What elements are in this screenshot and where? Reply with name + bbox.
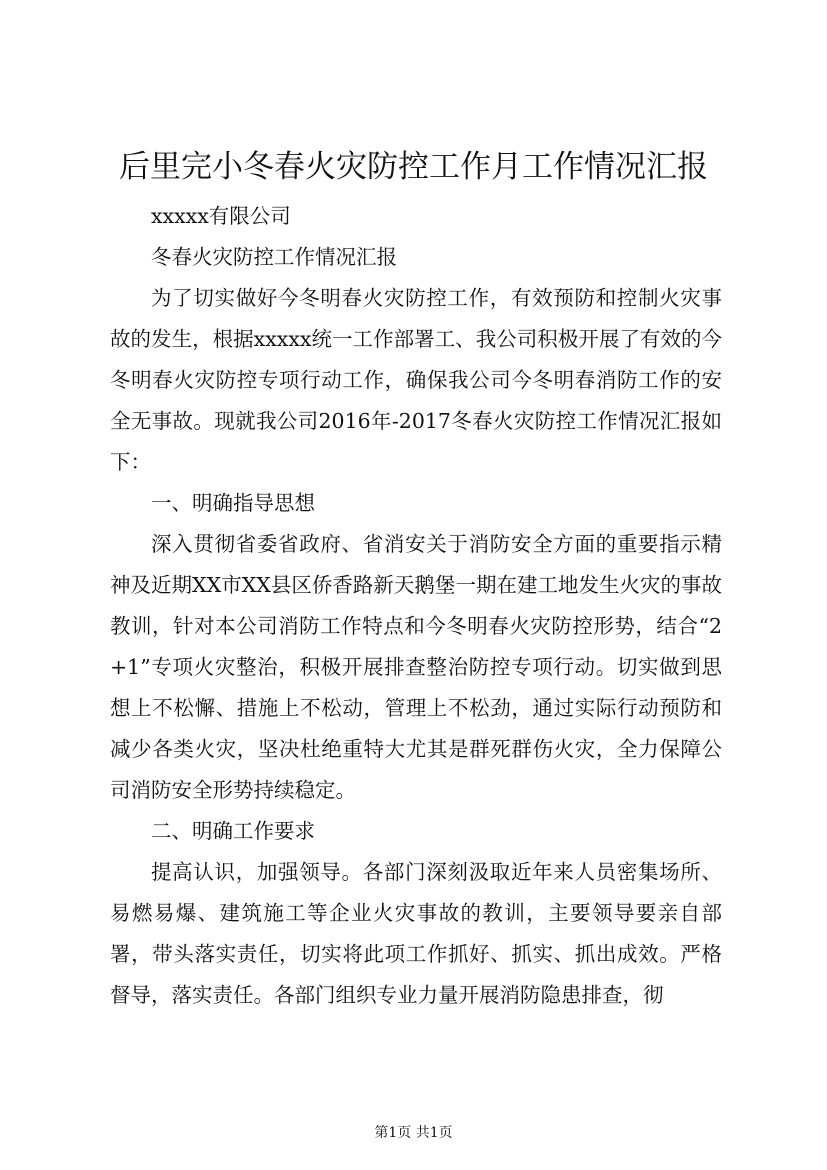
section-heading-2: 二、明确工作要求	[151, 819, 315, 843]
page-footer: 第1页 共1页	[374, 1125, 453, 1141]
section-1-paragraph: 深入贯彻省委省政府、省消安关于消防安全方面的重要指示精神及近期XX市XX县区侨香路新天鹅堡一期在建工地发生火灾的事故教训，针对本公司消防工作特点和今冬明春火灾防控形势，结合“2+1”专项火灾整治，积极开展排查整治防控专项行动。切实做到思想上不松懈、措施上不松动，管理上不松劲，通过实际行动预防和减少各类火灾，坚决杜绝重特大尤其是群死群伤火灾，全力保障公司消防安全形势持续稳定。	[110, 532, 722, 802]
section-heading-1: 一、明确指导思想	[151, 491, 315, 515]
document-body	[110, 196, 722, 1016]
document-title: 后里完小冬春火灾防控工作月工作情况汇报	[119, 149, 708, 185]
report-subtitle: 冬春火灾防控工作情况汇报	[151, 245, 397, 269]
intro-paragraph: 为了切实做好今冬明春火灾防控工作，有效预防和控制火灾事故的发生，根据xxxxx统一工作部署工、我公司积极开展了有效的今冬明春火灾防控专项行动工作，确保我公司今冬明春消防工作的安全无事故。现就我公司2016年-2017冬春火灾防控工作情况汇报如下：	[110, 286, 722, 474]
section-2-paragraph: 提高认识，加强领导。各部门深刻汲取近年来人员密集场所、易燃易爆、建筑施工等企业火灾事故的教训，主要领导要亲自部署，带头落实责任，切实将此项工作抓好、抓实、抓出成效。严格督导，落实责任。各部门组织专业力量开展消防隐患排查，彻	[110, 860, 722, 1007]
company-name: xxxxx有限公司	[151, 204, 291, 228]
